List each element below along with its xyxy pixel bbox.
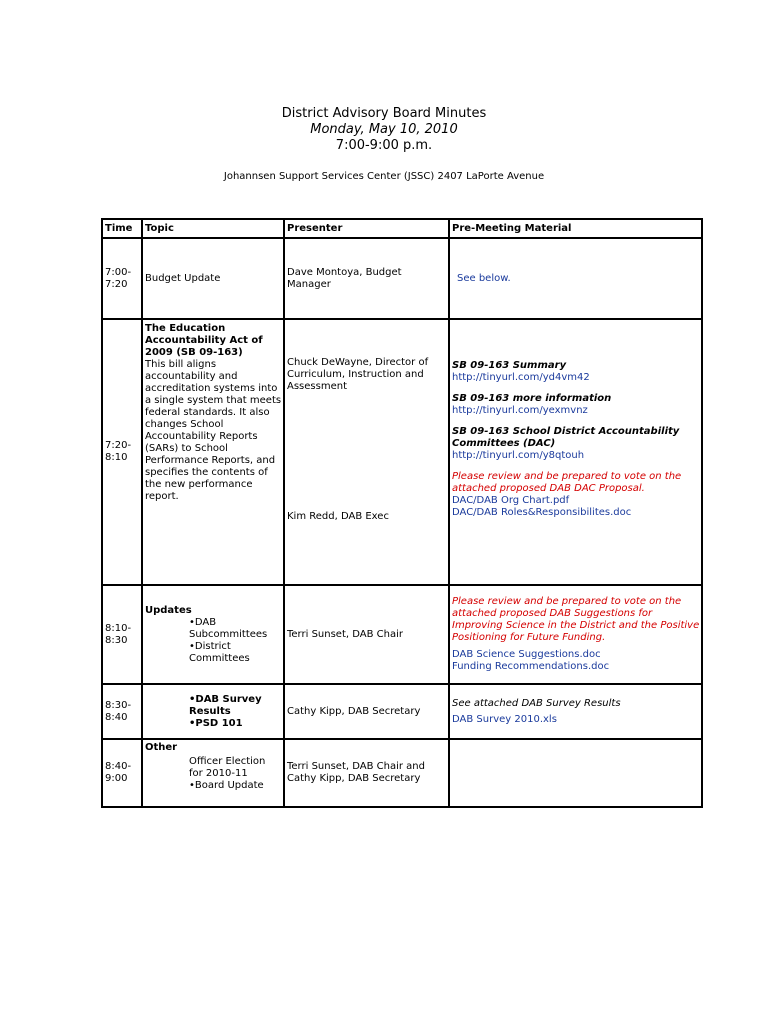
row-time: 7:00- 7:20 — [102, 238, 142, 319]
row-time: 8:30- 8:40 — [102, 684, 142, 739]
header-time: Time — [102, 219, 142, 238]
topic-title: Updates — [145, 604, 192, 616]
material-title: SB 09-163 School District Accountability Committees (DAC) — [452, 426, 680, 449]
topic-item: •DAB Subcommittees — [189, 616, 268, 640]
attachment-link[interactable]: DAB Science Suggestions.doc — [452, 649, 601, 660]
row-material — [449, 585, 702, 684]
row-presenter: Terri Sunset, DAB Chair — [284, 585, 449, 684]
row-time: 7:20- 8:10 — [102, 319, 142, 585]
row-presenter: Cathy Kipp, DAB Secretary — [284, 684, 449, 739]
row-material — [449, 739, 702, 807]
topic-title: The Education Accountability Act of 2009 (SB 09-163) — [145, 323, 263, 358]
header-topic: Topic — [142, 219, 284, 238]
row-material — [449, 684, 702, 739]
presenter-primary: Chuck DeWayne, Director of Curriculum, Instruction and Assessment — [287, 357, 429, 392]
agenda-table — [101, 218, 703, 808]
material-title: SB 09-163 Summary — [452, 360, 567, 371]
row-topic — [142, 739, 284, 807]
topic-description: This bill aligns accountability and accreditation systems into a single system that meets federal standards. It also changes School Accountability Reports (SARs) to School Performance Reports, and specifies the contents of the new performance report. — [145, 359, 282, 502]
topic-item: •Board Update — [189, 780, 264, 791]
material-link[interactable]: http://tinyurl.com/yd4vm42 — [452, 372, 590, 383]
row-topic — [142, 319, 284, 585]
row-time: 8:40- 9:00 — [102, 739, 142, 807]
topic-item: •District Committees — [189, 640, 250, 664]
attachment-link[interactable]: DAB Survey 2010.xls — [452, 713, 557, 725]
topic-item: Officer Election for 2010-11 — [189, 756, 266, 779]
table-row — [102, 238, 702, 319]
row-presenter — [284, 319, 449, 585]
attachment-link[interactable]: DAC/DAB Org Chart.pdf — [452, 495, 570, 506]
topic-item: •PSD 101 — [189, 717, 243, 729]
document-title: District Advisory Board Minutes — [281, 106, 487, 121]
header-presenter: Presenter — [284, 219, 449, 238]
row-presenter: Terri Sunset, DAB Chair and Cathy Kipp, DAB Secretary — [284, 739, 449, 807]
table-row — [102, 684, 702, 739]
see-below-link[interactable]: See below. — [457, 272, 511, 284]
row-topic: Budget Update — [142, 238, 284, 319]
review-note: Please review and be prepared to vote on the attached proposed DAB DAC Proposal. — [452, 471, 682, 494]
row-topic — [142, 684, 284, 739]
document-header — [0, 106, 768, 183]
table-header-row — [102, 219, 702, 238]
topic-title: Other — [145, 742, 178, 753]
table-row — [102, 319, 702, 585]
meeting-location: Johannsen Support Services Center (JSSC) 2407 LaPorte Avenue — [223, 171, 545, 182]
table-row — [102, 739, 702, 807]
material-title: SB 09-163 more information — [452, 393, 612, 404]
topic-item: •DAB Survey Results — [189, 693, 262, 717]
table-row — [102, 585, 702, 684]
material-link[interactable]: http://tinyurl.com/yexmvnz — [452, 405, 588, 416]
review-note: Please review and be prepared to vote on the attached proposed DAB Suggestions for Improving Science in the District and the Positive Positioning for Future Funding. — [452, 596, 700, 643]
row-time: 8:10- 8:30 — [102, 585, 142, 684]
row-material — [449, 319, 702, 585]
material-note: See attached DAB Survey Results — [452, 697, 621, 709]
meeting-time: 7:00-9:00 p.m. — [335, 138, 433, 153]
material-link[interactable]: http://tinyurl.com/y8qtouh — [452, 450, 585, 461]
row-topic — [142, 585, 284, 684]
attachment-link[interactable]: DAC/DAB Roles&Responsibilites.doc — [452, 507, 632, 518]
meeting-date: Monday, May 10, 2010 — [310, 122, 458, 137]
header-material: Pre-Meeting Material — [449, 219, 702, 238]
row-presenter: Dave Montoya, Budget Manager — [284, 238, 449, 319]
presenter-secondary: Kim Redd, DAB Exec — [287, 511, 389, 522]
attachment-link[interactable]: Funding Recommendations.doc — [452, 661, 610, 672]
